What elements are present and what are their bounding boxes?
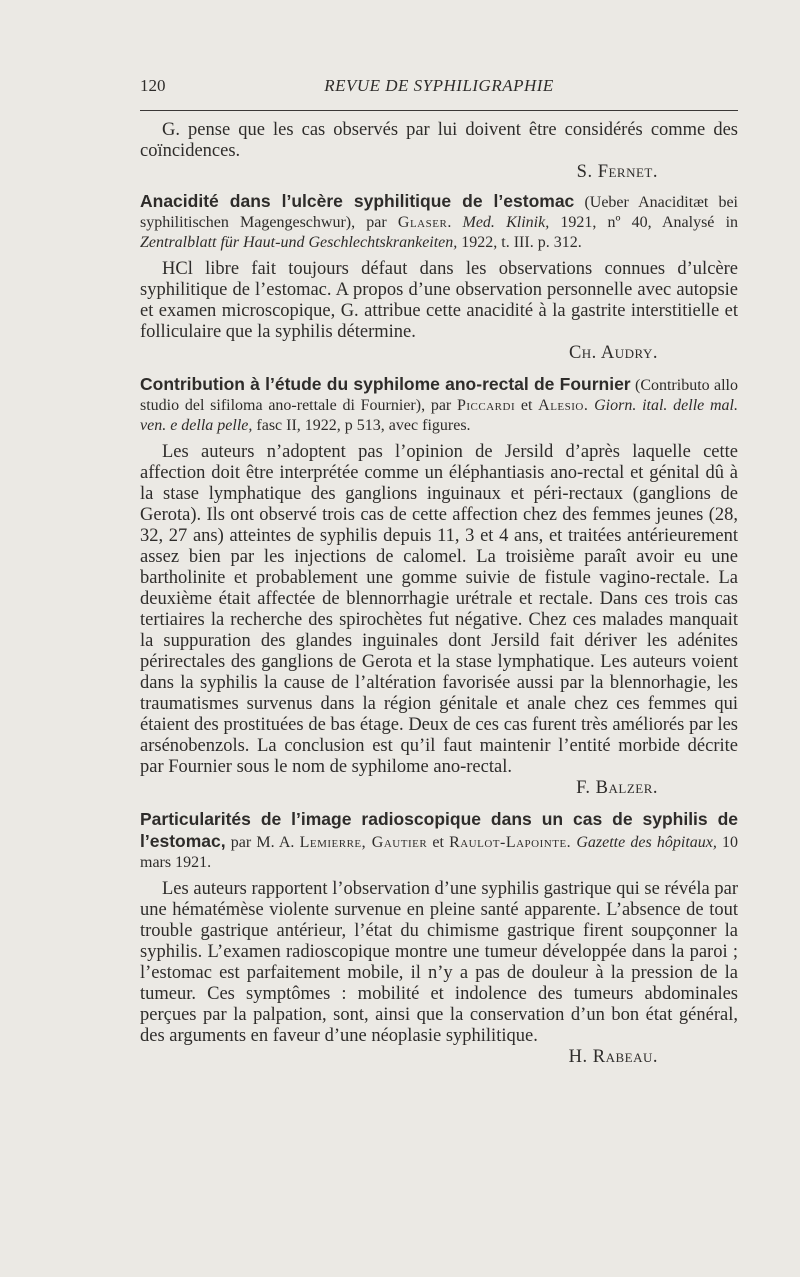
article-title: Contribution à l’étude du syphilome ano-rectal de Fournier [140, 374, 631, 394]
article-paragraph: Les auteurs rapportent l’observation d’une syphilis gastrique qui se révéla par une hématémèse violente survenue en pleine santé apparente. L’absence de tout trouble gastrique antérieur, l’état du chimisme gastrique firent soupçonner la syphilis. L’examen radioscopique montre une tumeur développée dans la paroi ; l’estomac est parfaitement mobile, il n’y a pas de douleur à la pression de la tumeur. Ces symptômes : mobilité et indolence des tumeurs abdominales perçues par la palpation, sont, ainsi que la conservation d’un bon état général, des arguments en faveur d’une néoplasie syphilitique. [140, 879, 738, 1046]
article-title: Anacidité dans l’ulcère syphilitique de l’estomac [140, 191, 575, 211]
article-signature: F. Balzer. [576, 778, 658, 798]
article-paragraph: HCl libre fait toujours défaut dans les observations connues d’ulcère syphilitique de l’estomac. A propos d’une observation personnelle avec autopsie et examen microscopique, G. attribue cette anacidité à la gastrite interstitielle et folliculaire que la syphilis détermine. [140, 259, 738, 342]
running-header [140, 76, 738, 98]
intro-signature: S. Fernet. [576, 162, 658, 182]
page-number: 120 [140, 76, 166, 95]
article-radioscopie [140, 809, 738, 1068]
article-title: Particularités de l’image radioscopique dans un cas de syphilis de l’estomac, [140, 809, 738, 851]
article-anacidite [140, 191, 738, 364]
header-rule [140, 110, 738, 111]
article-heading: Anacidité dans l’ulcère syphilitique de l’estomac (Ueber Anaciditæt bei syphilitischen Magengeschwur), par Glaser. Med. Klinik, 1921, nº 40, Analysé in Zentralblatt für Haut-und Geschlechtskrankeiten, 1922, t. III. p. 312. [140, 191, 739, 251]
article-signature: H. Rabeau. [568, 1047, 658, 1067]
article-signature: Ch. Audry. [568, 343, 658, 363]
page-body [140, 120, 738, 1068]
article-heading: Particularités de l’image radioscopique dans un cas de syphilis de l’estomac, par M. A. Lemierre, Gautier et Raulot-Lapointe. Gazette des hôpitaux, 10 mars 1921. [140, 809, 739, 871]
article-syphilome [140, 374, 738, 799]
journal-title: REVUE DE SYPHILIGRAPHIE [324, 76, 554, 95]
article-paragraph: Les auteurs n’adoptent pas l’opinion de Jersild d’après laquelle cette affection doit être interprétée comme un éléphantiasis ano-rectal et génital dû à la stase lymphatique des ganglions inguinaux et péri-rectaux (ganglions de Gerota). Ils ont observé trois cas de cette affection chez des femmes jeunes (28, 32, 27 ans) atteintes de syphilis depuis 11, 3 et 4 ans, et traitées antérieurement assez bien par les injections de calomel. La troisième paraît avoir eu une bartholinite et probablement une gomme suivie de fistule vagino-rectale. La deuxième était affectée de blennorrhagie urétrale et rectale. Dans ces trois cas tertiaires la recherche des spirochètes fut négative. Chez ces malades manquait la suppuration des glandes inguinales dont Jersild fait dériver les adénites périrectales des ganglions de Gerota et la stase lymphatique. Les auteurs voient dans la syphilis la cause de l’altération favorisée aussi par la blennorhagie, les traumatismes survenus dans la région génitale et anale chez ces femmes qui étaient des prostituées de bas étage. Deux de ces cas furent très améliorés par les arsénobenzols. La conclusion est qu’il faut maintenir l’entité morbide décrite par Fournier sous le nom de syphilome ano-rectal. [140, 442, 738, 777]
article-heading: Contribution à l’étude du syphilome ano-rectal de Fournier (Contributo allo studio del sifiloma ano-rettale di Fournier), par Piccardi et Alesio. Giorn. ital. delle mal. ven. e della pelle, fasc II, 1922, p 513, avec figures. [140, 374, 739, 434]
intro-paragraph: G. pense que les cas observés par lui doivent être considérés comme des coïncidences. [140, 120, 738, 161]
